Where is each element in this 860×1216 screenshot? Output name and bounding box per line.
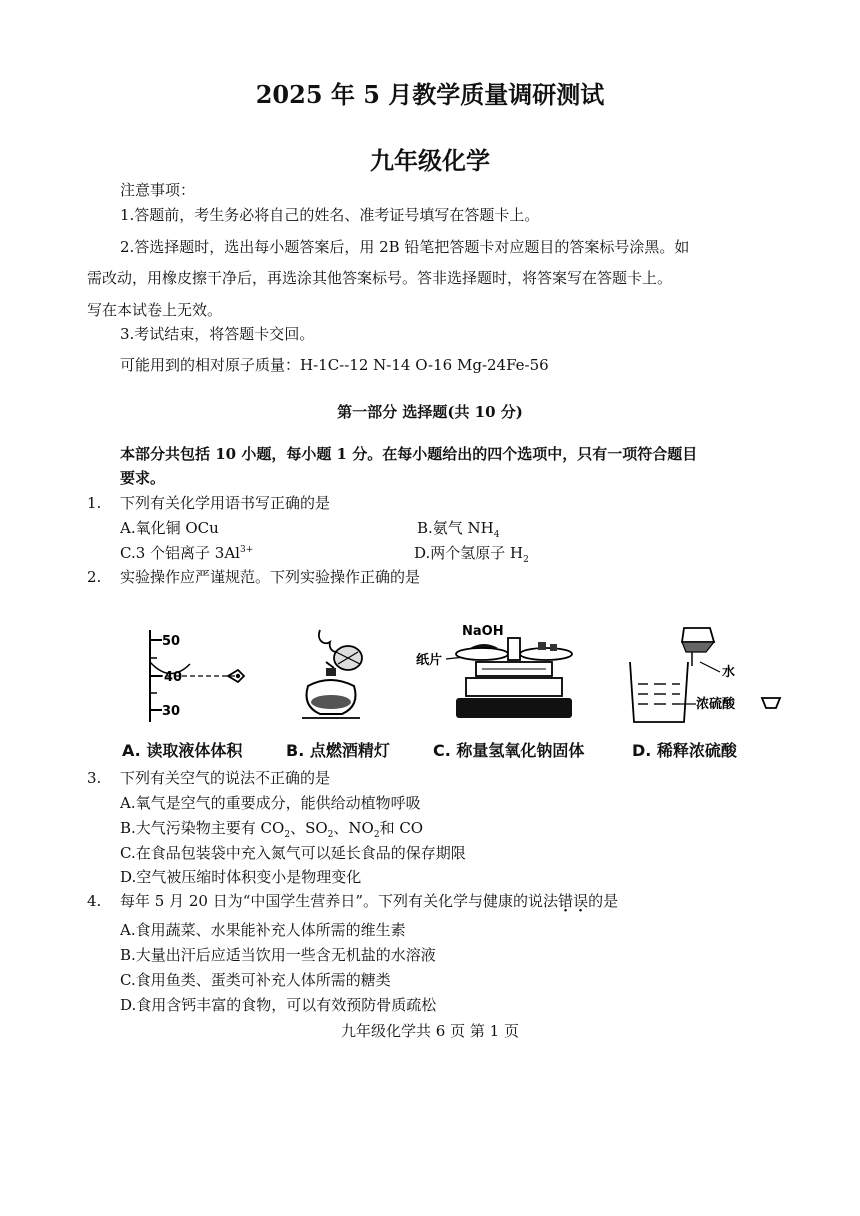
q1-option-d: D.两个氢原子 $H_2$ (414, 544, 529, 565)
emphasis-char-2: 误 (573, 892, 589, 910)
q4-number: 4. (87, 892, 102, 910)
scale-label-30: 30 (162, 704, 181, 719)
emphasis-char-1: 错 (558, 892, 574, 910)
part1-intro-line-1: 本部分共包括 10 小题，每小题 1 分。在每小题给出的四个选项中，只有一项符合题目 (120, 445, 698, 463)
q1-option-b: B.氨气 $NH_4$ (417, 519, 500, 540)
q1-option-a: A.氧化铜 OCu (120, 519, 219, 537)
notice-item-2-line-1: 2.答选择题时，选出每小题答案后，用 2B 铅笔把答题卡对应题目的答案标号涂黑。如 (120, 238, 690, 256)
cylinder-reading-drawing (130, 622, 250, 732)
q3-number: 3. (87, 769, 102, 787)
part1-heading: 第一部分 选择题(共 10 分) (337, 403, 523, 421)
q3-option-c: C.在食品包装袋中充入氮气可以延长食品的保存期限 (120, 844, 466, 862)
q1-option-c: C.3 个铝离子 $3Al^{3+}$ (120, 544, 254, 562)
q4-option-c: C.食用鱼类、蛋类可补充人体所需的糖类 (120, 971, 391, 989)
figure-caption-a: A. 读取液体体积 (122, 741, 243, 760)
q4-option-a: A.食用蔬菜、水果能补充人体所需的维生素 (120, 921, 406, 939)
figure-caption-b: B. 点燃酒精灯 (286, 741, 390, 760)
notice-item-2-line-2: 需改动，用橡皮擦干净后，再选涂其他答案标号。答非选择题时，将答案写在答题卡上。 (87, 269, 673, 287)
exam-subject: 九年级化学 (370, 146, 490, 175)
q3-option-b: B.大气污染物主要有 $CO_2$、$SO_2$、$NO_2$和 CO (120, 819, 424, 840)
q3-option-d: D.空气被压缩时体积变小是物理变化 (120, 868, 362, 886)
dilution-drawing (622, 622, 792, 732)
scale-label-50: 50 (162, 634, 181, 649)
balance-drawing (416, 622, 596, 732)
paper-label: 纸片 (416, 653, 443, 668)
page-footer: 九年级化学共 6 页 第 1 页 (341, 1022, 519, 1040)
atomic-mass-line: 可能用到的相对原子质量：H-1C--12 N-14 O-16 Mg-24Fe-56 (120, 356, 549, 374)
scale-label-40: 40 (164, 670, 183, 685)
acid-label: 浓硫酸 (696, 697, 736, 712)
alcohol-lamp-drawing (290, 622, 390, 732)
part1-intro-line-2: 要求。 (120, 469, 166, 487)
water-label: 水 (722, 665, 736, 680)
notice-heading: 注意事项： (120, 181, 196, 199)
q1-stem: 下列有关化学用语书写正确的是 (120, 494, 331, 512)
q2-stem: 实验操作应严谨规范。下列实验操作正确的是 (120, 568, 421, 586)
figure-caption-c: C. 称量氢氧化钠固体 (433, 741, 585, 760)
q4-option-b: B.大量出汗后应适当饮用一些含无机盐的水溶液 (120, 946, 436, 964)
q3-stem: 下列有关空气的说法不正确的是 (120, 769, 331, 787)
q1-number: 1. (87, 494, 102, 512)
exam-title: 2025 年 5 月教学质量调研测试 (255, 80, 605, 109)
q4-stem: 每年 5 月 20 日为“中国学生营养日”。下列有关化学与健康的说法错误的是 (120, 892, 619, 910)
naoh-label: NaOH (462, 624, 504, 639)
figure-caption-d: D. 稀释浓硫酸 (632, 741, 737, 760)
notice-item-2-line-3: 写在本试卷上无效。 (87, 301, 223, 319)
notice-item-1: 1.答题前，考生务必将自己的姓名、准考证号填写在答题卡上。 (120, 206, 540, 224)
q4-option-d: D.食用含钙丰富的食物，可以有效预防骨质疏松 (120, 996, 437, 1014)
notice-item-3: 3.考试结束，将答题卡交回。 (120, 325, 315, 343)
q2-number: 2. (87, 568, 102, 586)
q3-option-a: A.氧气是空气的重要成分，能供给动植物呼吸 (120, 794, 421, 812)
